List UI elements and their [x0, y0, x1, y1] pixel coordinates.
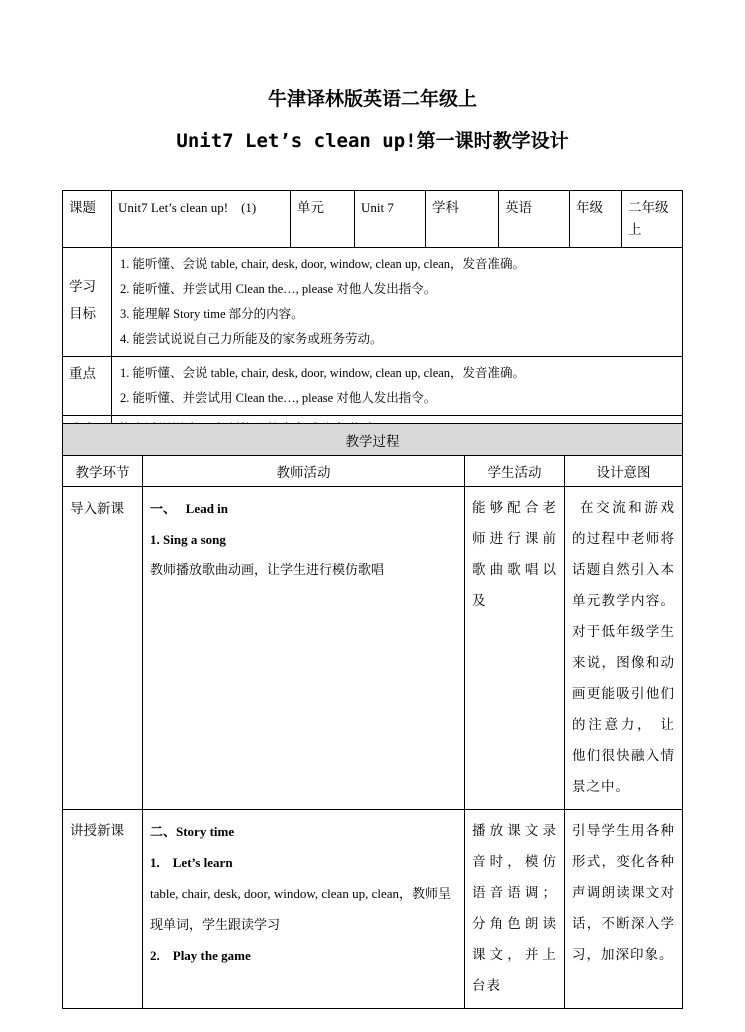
- teacher-line: 教师播放歌曲动画，让学生进行模仿歌唱: [150, 563, 385, 578]
- grade-label: 年级: [570, 191, 622, 248]
- teacher-line: 2. Play the game: [150, 948, 251, 963]
- subject-label: 学科: [426, 191, 499, 248]
- subject-value: 英语: [499, 191, 570, 248]
- unit-value: Unit 7: [355, 191, 426, 248]
- unit-label: 单元: [291, 191, 355, 248]
- student-activity-cell: 播放课文录音时，模仿语音语调；分角色朗读课文，并上台表: [465, 810, 565, 1009]
- key-point-item: 1. 能听懂、会说 table, chair, desk, door, window, clean up, clean，发音准确。: [120, 366, 526, 380]
- objectives-list: [112, 248, 683, 357]
- teacher-line: 一、 Lead in: [150, 501, 229, 516]
- column-header: 学生活动: [465, 456, 565, 487]
- process-table: [62, 423, 683, 1009]
- objective-item: 4. 能尝试说说自己力所能及的家务或班务劳动。: [120, 332, 383, 346]
- grade-value: 二年级上: [622, 191, 683, 248]
- process-header: 教学过程: [63, 424, 683, 456]
- teacher-activity-cell: [143, 487, 465, 810]
- topic-label: 课题: [63, 191, 112, 248]
- stage-cell: 讲授新课: [63, 810, 143, 1009]
- teacher-line: 1. Sing a song: [150, 532, 226, 547]
- design-intent-cell: 在交流和游戏的过程中老师将话题自然引入本单元教学内容。对于低年级学生来说，图像和动画更能吸引他们的注意力， 让他们很快融入情景之中。: [565, 487, 683, 810]
- teacher-activity-cell: [143, 810, 465, 1009]
- teacher-line: 二、Story time: [150, 824, 235, 839]
- key-label: 重点: [63, 357, 112, 416]
- objective-item: 3. 能理解 Story time 部分的内容。: [120, 307, 304, 321]
- stage-cell: 导入新课: [63, 487, 143, 810]
- document-subtitle: Unit7 Let’s clean up!第一课时教学设计: [176, 130, 569, 152]
- teacher-line: 1. Let’s learn: [150, 855, 233, 870]
- key-points-list: [112, 357, 683, 416]
- document-title: 牛津译林版英语二年级上: [267, 88, 477, 110]
- objectives-label: 学习目标: [63, 248, 112, 357]
- column-header: 设计意图: [565, 456, 683, 487]
- column-header: 教师活动: [143, 456, 465, 487]
- design-intent-cell: 引导学生用各种形式，变化各种声调朗读课文对话，不断深入学习，加深印象。: [565, 810, 683, 1009]
- key-point-item: 2. 能听懂、并尝试用 Clean the…, please 对他人发出指令。: [120, 391, 437, 405]
- teacher-line: table, chair, desk, door, window, clean up, clean，教师呈现单词，学生跟读学习: [150, 886, 451, 932]
- objective-item: 1. 能听懂、会说 table, chair, desk, door, window, clean up, clean，发音准确。: [120, 257, 526, 271]
- column-header: 教学环节: [63, 456, 143, 487]
- student-activity-cell: 能够配合老师进行课前歌曲歌唱以及: [465, 487, 565, 810]
- objective-item: 2. 能听懂、并尝试用 Clean the…, please 对他人发出指令。: [120, 282, 437, 296]
- topic-value: Unit7 Let’s clean up! (1): [112, 191, 291, 248]
- info-table: [62, 190, 683, 443]
